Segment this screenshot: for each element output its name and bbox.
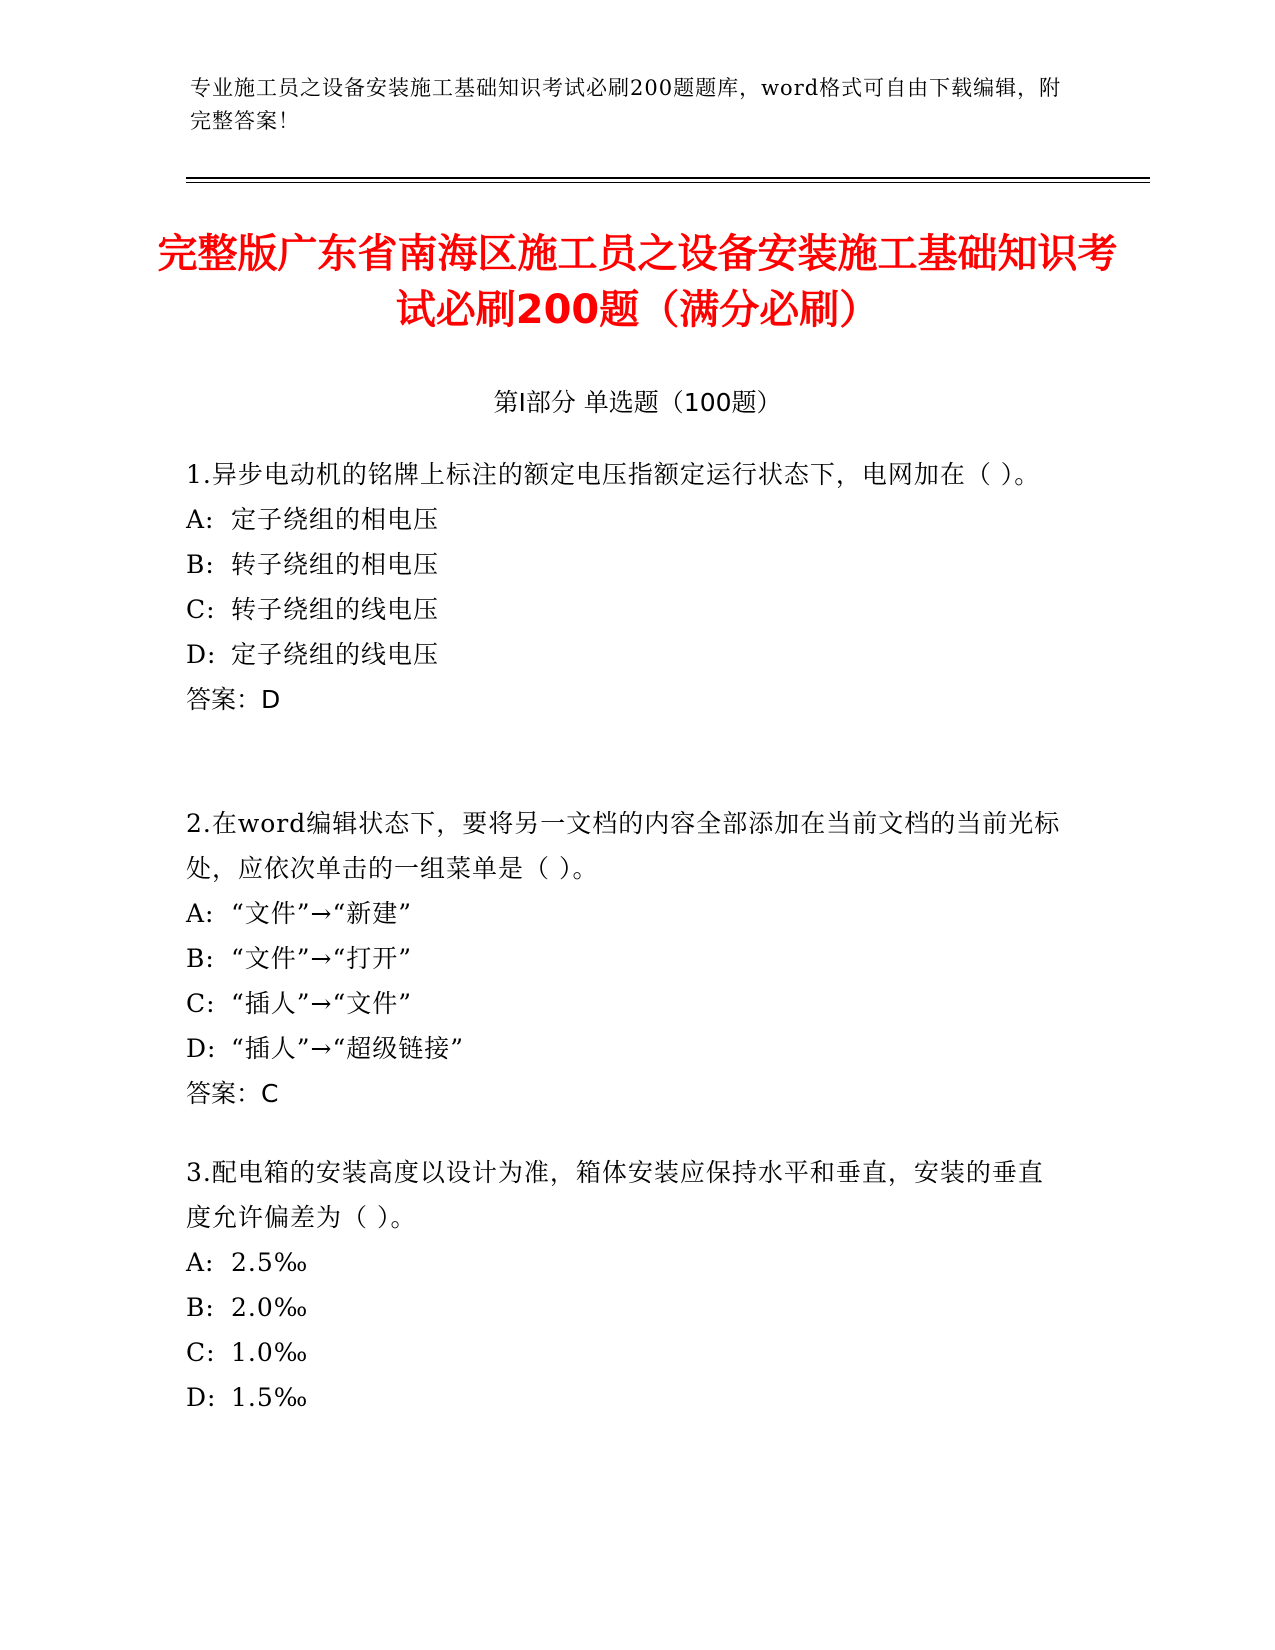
option-letter: D: (186, 1034, 217, 1063)
header-divider-thin (186, 182, 1150, 183)
answer-text: 答案：D (186, 685, 281, 714)
question-1 (186, 452, 1066, 722)
option-text: “插人”→“超级链接” (231, 1034, 465, 1063)
document-title: 完整版广东省南海区施工员之设备安装施工基础知识考试必刷200题（满分必刷） (157, 231, 1118, 333)
header-note: 专业施工员之设备安装施工基础知识考试必刷200题题库，word格式可自由下载编辑，附完整答案！ (190, 76, 1062, 133)
option-list (186, 497, 1066, 677)
option-letter: B: (186, 944, 215, 973)
section-title: 第I部分 单选题（100题） (493, 388, 782, 417)
option-text: “文件”→“打开” (231, 944, 413, 973)
option-letter: C: (186, 595, 216, 624)
question-stem: 2.在word编辑状态下，要将另一文档的内容全部添加在当前文档的当前光标处，应依次单击的一组菜单是（ ）。 (186, 809, 1061, 883)
option-b (186, 542, 1066, 587)
header-divider-thick (186, 177, 1150, 179)
option-letter: A: (186, 505, 215, 534)
option-text: 1.5‰ (231, 1383, 309, 1412)
option-text: 定子绕组的线电压 (231, 640, 440, 669)
option-a (186, 891, 1066, 936)
option-list (186, 891, 1066, 1071)
question-2 (186, 801, 1066, 1116)
option-d (186, 1026, 1066, 1071)
option-c (186, 1330, 1066, 1375)
option-b (186, 936, 1066, 981)
option-a (186, 1240, 1066, 1285)
option-text: “插人”→“文件” (231, 989, 413, 1018)
option-text: 2.0‰ (231, 1293, 309, 1322)
option-text: 1.0‰ (231, 1338, 309, 1367)
question-stem: 1.异步电动机的铭牌上标注的额定电压指额定运行状态下，电网加在（ ）。 (186, 460, 1041, 489)
option-letter: A: (186, 1248, 215, 1277)
option-letter: A: (186, 899, 215, 928)
option-letter: D: (186, 640, 217, 669)
option-letter: C: (186, 1338, 216, 1367)
option-text: 转子绕组的相电压 (231, 550, 440, 579)
option-d (186, 1375, 1066, 1420)
option-c (186, 981, 1066, 1026)
option-text: 转子绕组的线电压 (231, 595, 440, 624)
option-letter: C: (186, 989, 216, 1018)
option-letter: D: (186, 1383, 217, 1412)
option-text: 定子绕组的相电压 (231, 505, 440, 534)
option-a (186, 497, 1066, 542)
option-c (186, 587, 1066, 632)
option-letter: B: (186, 550, 215, 579)
answer-text: 答案：C (186, 1079, 279, 1108)
option-text: “文件”→“新建” (231, 899, 413, 928)
question-stem: 3.配电箱的安装高度以设计为准，箱体安装应保持水平和垂直，安装的垂直度允许偏差为（ ）。 (186, 1158, 1044, 1232)
option-letter: B: (186, 1293, 215, 1322)
question-3 (186, 1150, 1066, 1420)
option-text: 2.5‰ (231, 1248, 309, 1277)
option-d (186, 632, 1066, 677)
option-list (186, 1240, 1066, 1420)
option-b (186, 1285, 1066, 1330)
